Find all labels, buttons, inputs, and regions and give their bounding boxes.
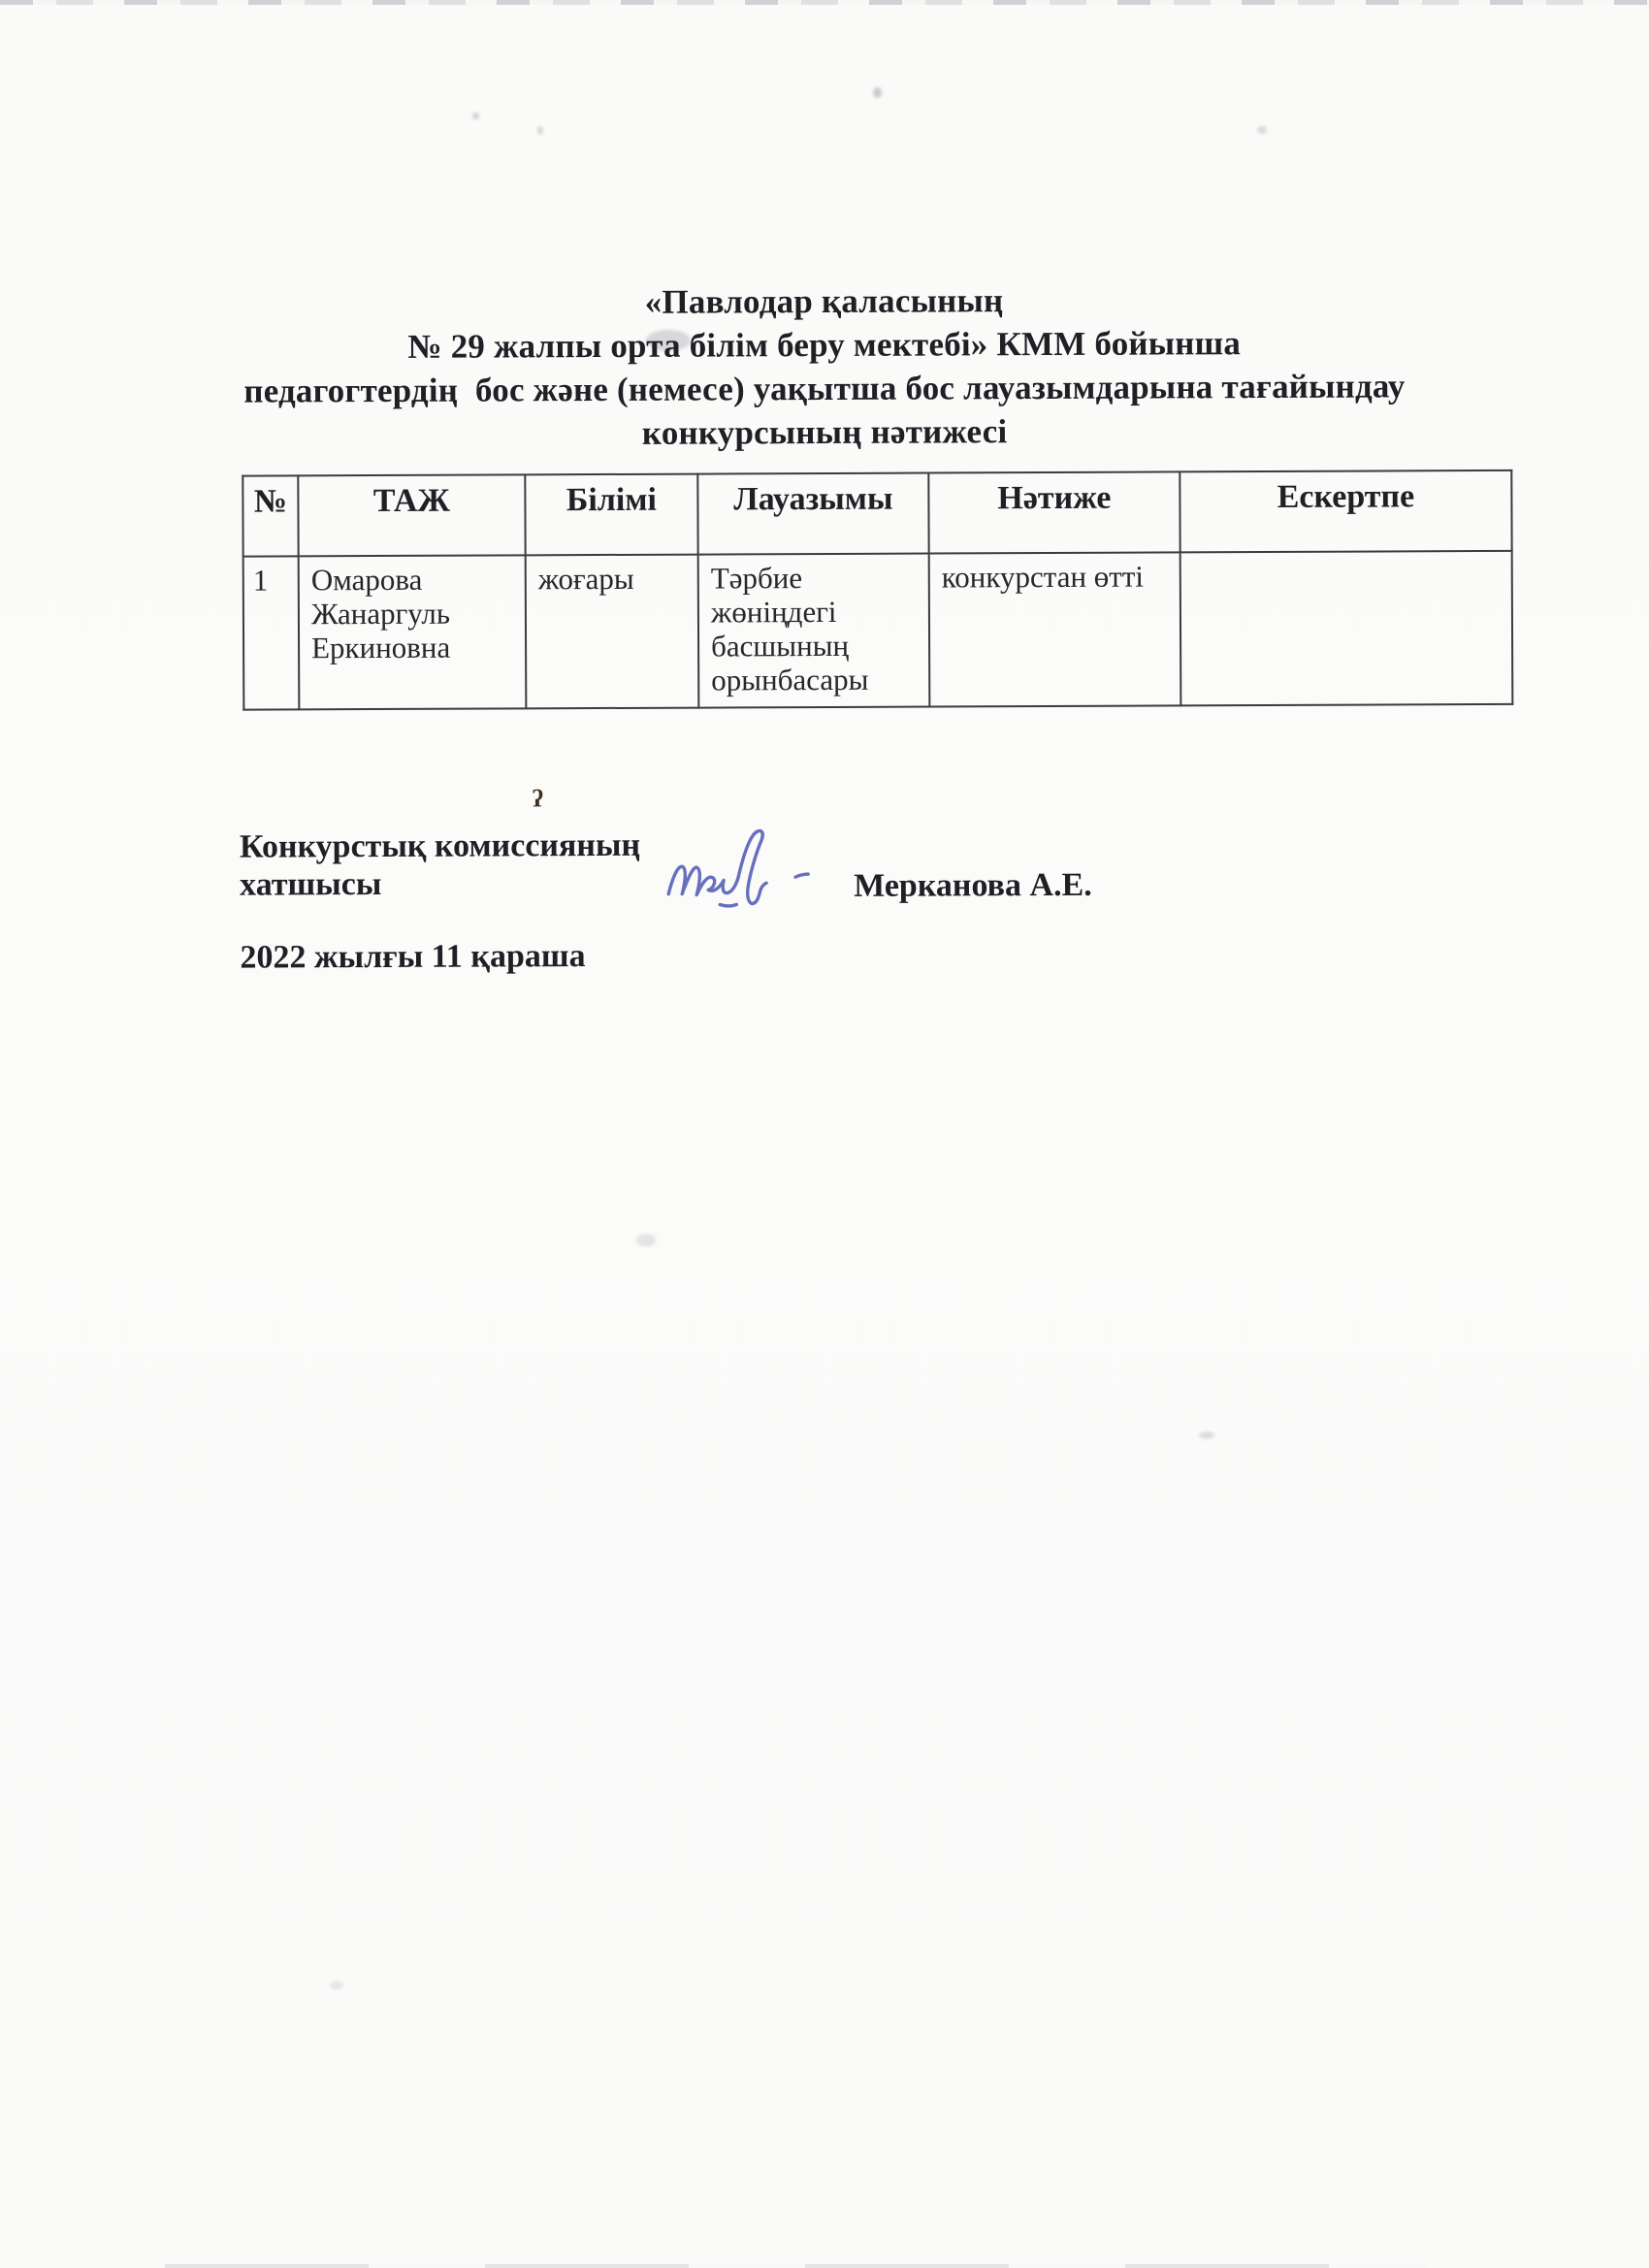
stray-ink-mark: ʔ — [532, 786, 543, 813]
handwritten-signature — [662, 818, 826, 916]
column-header-education: Білімі — [525, 474, 697, 556]
cell-number: 1 — [243, 556, 300, 709]
table-header-row — [242, 470, 1511, 557]
column-header-name: ТАЖ — [298, 474, 525, 556]
column-header-number: № — [242, 475, 298, 556]
secretary-role-line-1: Конкурстық комиссияның — [239, 826, 641, 865]
secretary-role-line-2: хатшысы — [240, 865, 382, 903]
column-header-note: Ескертпе — [1180, 470, 1511, 552]
document-title — [0, 275, 1649, 457]
title-line-4: конкурсының нәтижесі — [641, 412, 1008, 452]
title-line-1: «Павлодар қаласының — [644, 281, 1004, 321]
document-date: 2022 жылғы 11 қараша — [240, 938, 586, 976]
results-table — [242, 470, 1513, 711]
cell-education: жоғары — [526, 555, 699, 709]
cell-name: Омарова Жанаргуль Еркиновна — [299, 555, 527, 709]
column-header-result: Нәтиже — [928, 471, 1180, 553]
cell-position: Тәрбие жөніңдегі басшының орынбасары — [698, 554, 930, 708]
cell-result: конкурстан өтті — [929, 552, 1181, 706]
secretary-name: Мерканова А.Е. — [854, 866, 1092, 904]
title-line-3: педагогтердің бос және (немесе) уақытша бос лауазымдарына тағайындау — [243, 367, 1406, 410]
secretary-role-label — [240, 826, 640, 904]
column-header-position: Лауазымы — [697, 473, 928, 555]
table-row — [243, 551, 1513, 710]
title-line-2: № 29 жалпы орта білім беру мектебі» КММ бойынша — [407, 324, 1242, 366]
cell-note — [1180, 551, 1513, 705]
